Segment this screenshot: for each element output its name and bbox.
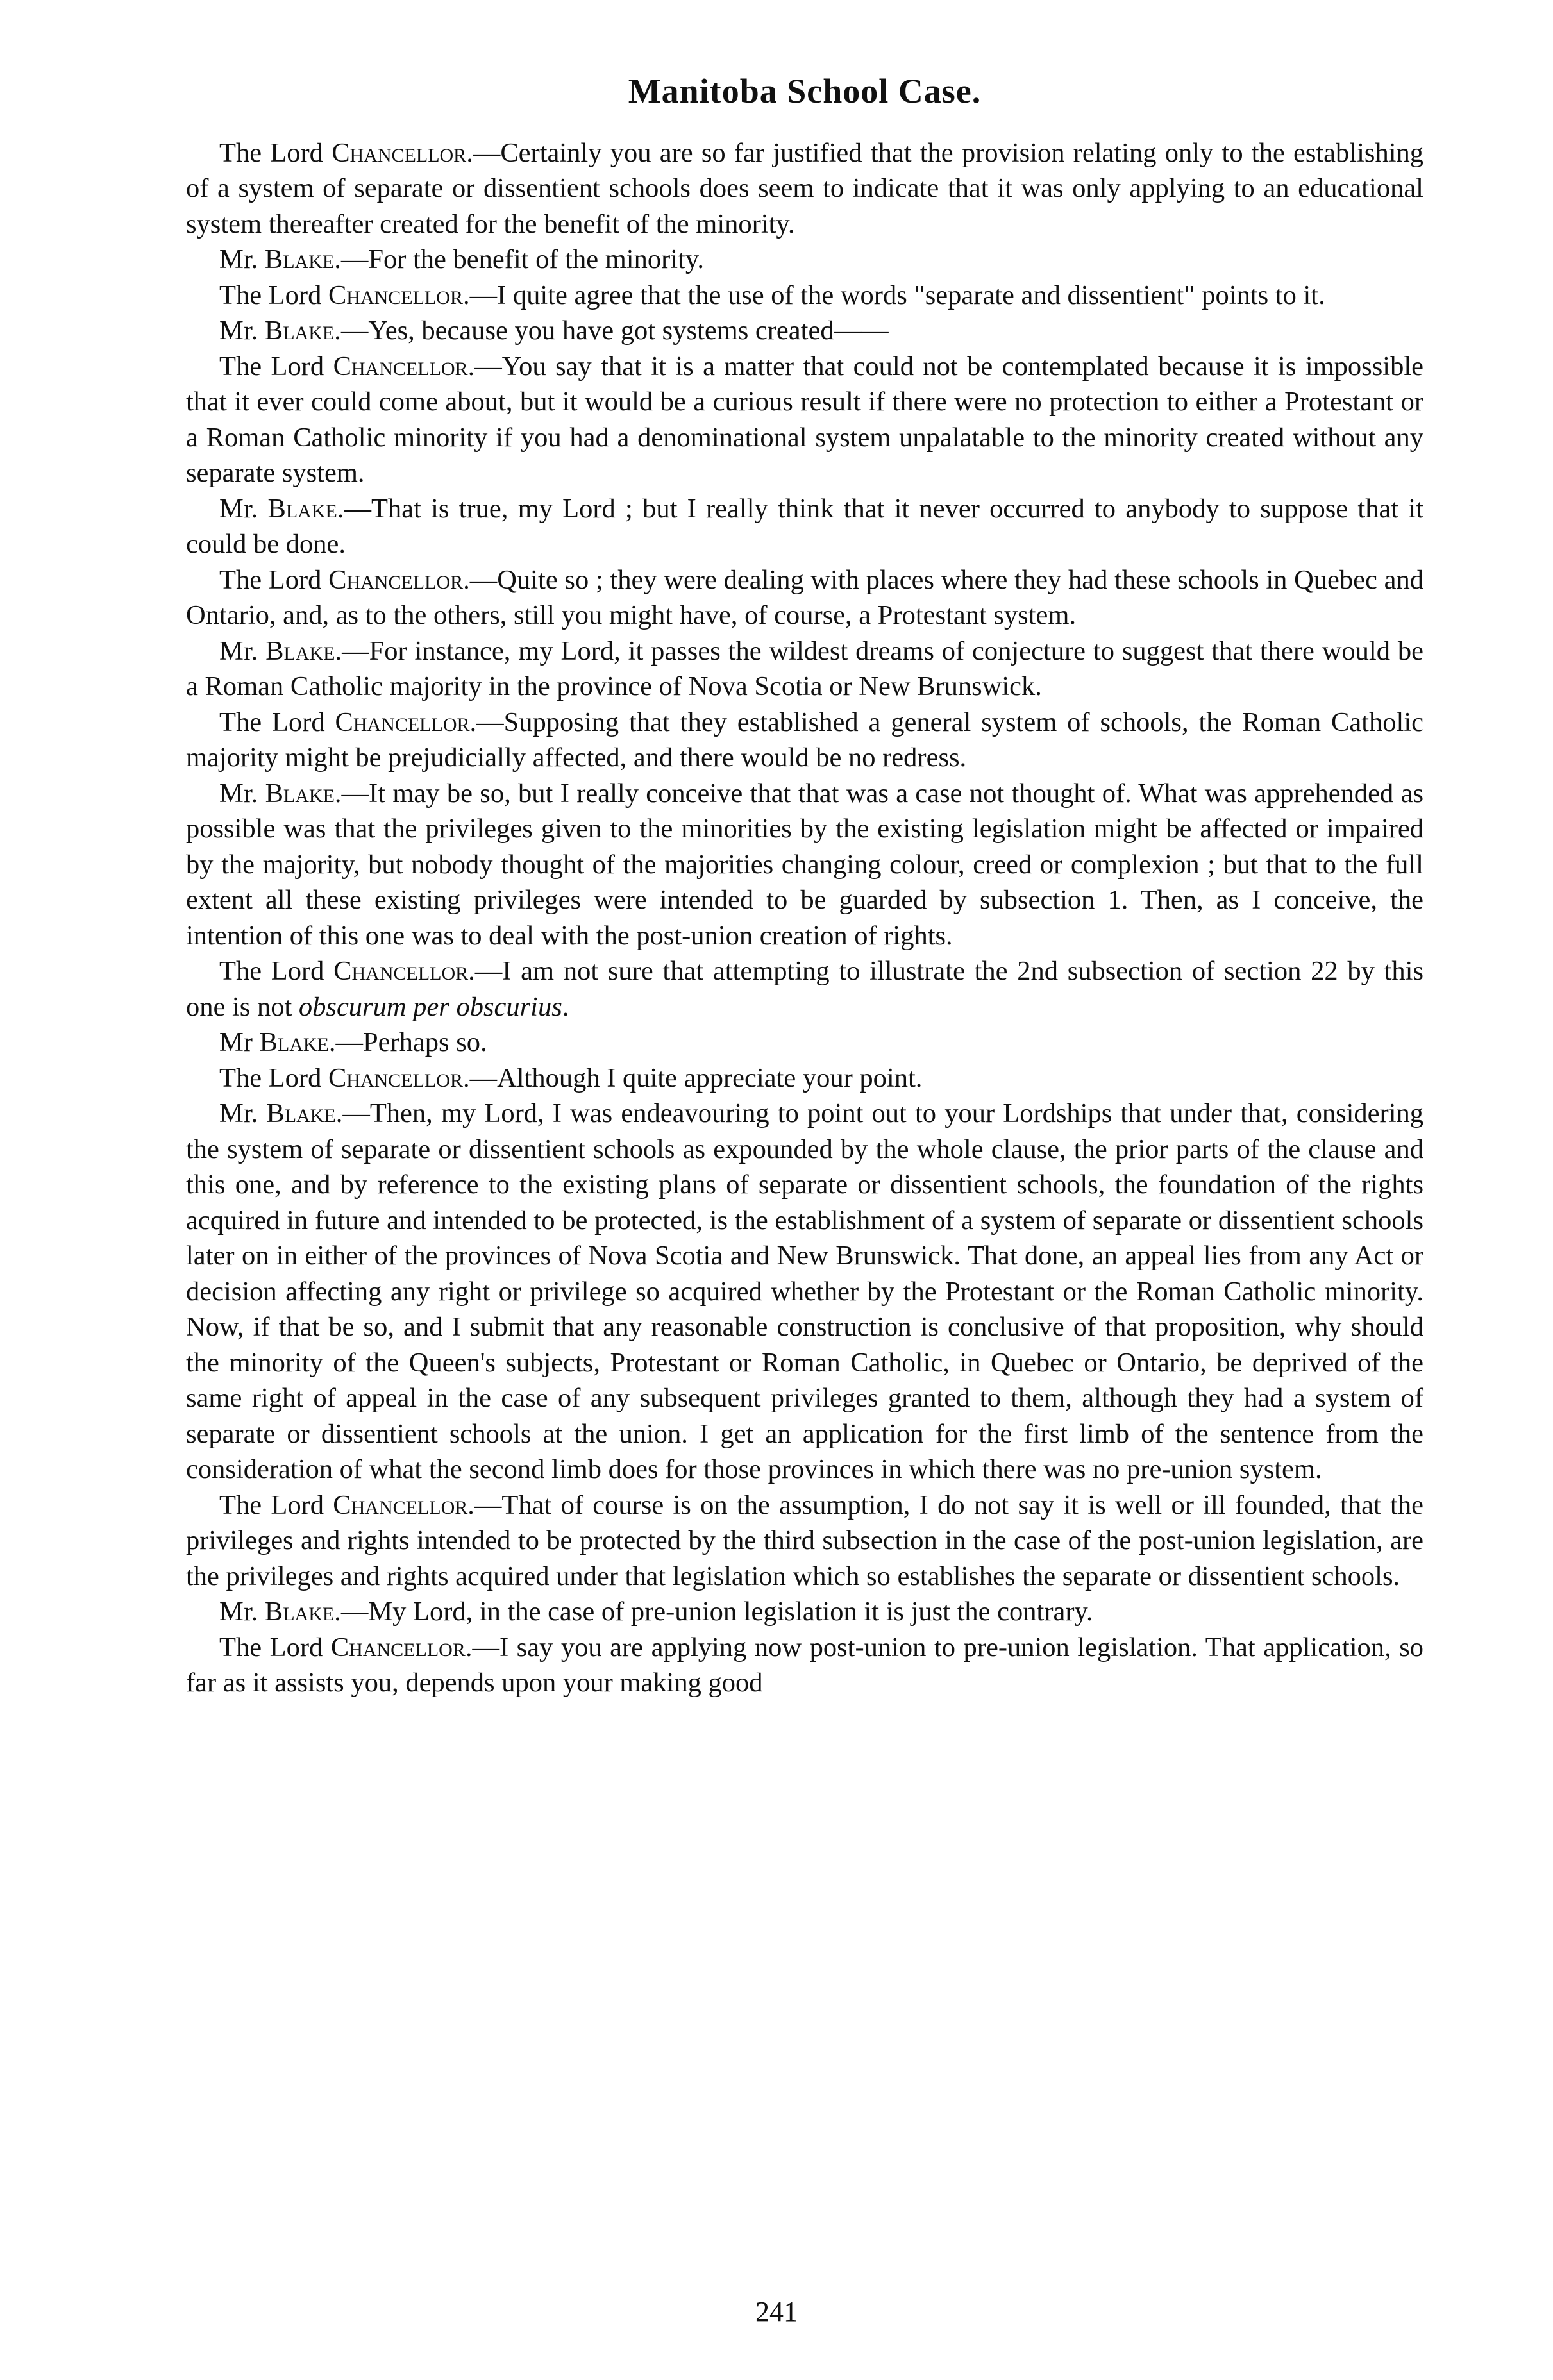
speaker-name: Blake — [266, 1098, 336, 1129]
speaker-name: Blake — [264, 244, 335, 275]
speech-paragraph — [186, 1096, 1423, 1488]
speaker-name: Chancellor — [330, 1632, 466, 1663]
speech-text: .—I quite agree that the use of the words "separate and dissentient" points to it. — [462, 280, 1325, 310]
speech-text-tail: . — [562, 991, 569, 1022]
speech-text: .—I say you are applying now post-union to pre-union legislation. That application, so far as it assists you, depends upon your making good — [186, 1632, 1424, 1698]
speaker-title: Mr. — [219, 1596, 258, 1627]
speech-paragraph — [186, 313, 1423, 349]
speech-paragraph — [186, 633, 1423, 705]
speech-paragraph — [186, 491, 1423, 562]
speaker-title: Mr. — [219, 244, 258, 275]
speech-text: .—It may be so, but I really conceive that that was a case not thought of. What was apprehended as possible was that the privileges given to the minorities by the existing legislation might be affected or impaired by the majority, but nobody thought of the majorities changing colour, creed or complexion ; but that to the full extent all these existing privileges were intended to be guarded by subsection 1. Then, as I conceive, the intention of this one was to deal with the post-union creation of rights. — [186, 778, 1424, 951]
speech-text: .—I am not sure that attempting to illustrate the 2nd subsection of section 22 by this one is not — [186, 956, 1423, 1022]
speech-text: .—Certainly you are so far justified that the provision relating only to the establishing of a system of separate or dissentient schools does seem to indicate that it was only applying to an educational system thereafter created for the benefit of the minority. — [186, 137, 1424, 239]
speech-text: .—You say that it is a matter that could not be contemplated because it is impossible that it ever could come about, but it would be a curious result if there were no protection to either a Protestant or a Roman Catholic minority if you had a denominational system unpalatable to the minority created without any separate system. — [186, 351, 1423, 489]
speaker-name: Chancellor — [335, 707, 470, 737]
speech-text: .—That is true, my Lord ; but I really think that it never occurred to anybody to suppose that it could be done. — [186, 493, 1423, 560]
speech-text: .—My Lord, in the case of pre-union legislation it is just the contrary. — [334, 1596, 1093, 1627]
speaker-name: Chancellor — [332, 137, 467, 168]
speaker-title: The Lord — [219, 280, 322, 310]
speech-paragraph — [186, 776, 1423, 954]
speaker-title: The Lord — [219, 956, 324, 987]
transcript-body — [186, 135, 1423, 1701]
speaker-title: Mr — [219, 1027, 253, 1058]
running-head: Manitoba School Case. — [628, 72, 982, 110]
speaker-name: Chancellor — [328, 1062, 463, 1093]
speaker-name: Chancellor — [328, 280, 463, 310]
speaker-name: Chancellor — [333, 956, 469, 987]
speaker-name: Chancellor — [333, 351, 468, 381]
speech-paragraph — [186, 1594, 1423, 1630]
speaker-title: The Lord — [219, 707, 325, 737]
speech-paragraph — [186, 349, 1423, 491]
speech-text: .—For the benefit of the minority. — [334, 244, 704, 275]
speaker-title: Mr. — [219, 635, 258, 666]
speaker-name: Blake — [259, 1027, 329, 1058]
speech-text: .—That of course is on the assumption, I do not say it is well or ill founded, that the privileges and rights intended to be protected by the third subsection in the case of the post-union legislation, are the privileges and rights acquired under that legislation which so establishes the separate or dissentient schools. — [186, 1489, 1423, 1591]
speaker-title: Mr. — [219, 1098, 258, 1129]
speaker-name: Blake — [264, 315, 335, 346]
speech-paragraph — [186, 1630, 1423, 1701]
speech-paragraph — [186, 562, 1423, 633]
speaker-name: Chancellor — [328, 564, 464, 595]
speech-paragraph — [186, 135, 1423, 242]
speaker-title: Mr. — [219, 315, 258, 346]
speech-text: .—Yes, because you have got systems created—— — [334, 315, 889, 346]
speaker-name: Blake — [265, 778, 335, 809]
speech-text: .—Quite so ; they were dealing with places where they had these schools in Quebec and Ontario, and, as to the others, still you might have, of course, a Protestant system. — [186, 564, 1423, 631]
latin-phrase: obscurum per obscurius — [298, 991, 562, 1022]
speech-text: .—Supposing that they established a general system of schools, the Roman Catholic majority might be prejudicially affected, and there would be no redress. — [186, 707, 1423, 773]
page-number: 241 — [755, 2296, 798, 2327]
speaker-name: Blake — [264, 1596, 335, 1627]
speech-paragraph — [186, 278, 1423, 314]
speaker-title: The Lord — [219, 1632, 323, 1663]
speaker-title: The Lord — [219, 351, 324, 381]
speech-paragraph — [186, 953, 1423, 1025]
speaker-name: Chancellor — [333, 1489, 468, 1520]
document-page — [186, 71, 1423, 1701]
speaker-title: The Lord — [219, 564, 322, 595]
speech-text: .—Although I quite appreciate your point. — [462, 1062, 923, 1093]
speech-paragraph — [186, 705, 1423, 776]
speaker-title: Mr. — [219, 778, 258, 809]
speaker-title: The Lord — [219, 1489, 324, 1520]
speech-paragraph — [186, 242, 1423, 278]
speaker-title: The Lord — [219, 137, 323, 168]
speech-paragraph — [186, 1488, 1423, 1595]
speaker-name: Blake — [265, 635, 335, 666]
speech-text: .—Then, my Lord, I was endeavouring to point out to your Lordships that under that, considering the system of separate or dissentient schools as expounded by the whole clause, the prior parts of the clause and this one, and by reference to the existing plans of separate or dissentient schools, the foundation of the rights acquired in future and intended to be protected, is the establishment of a system of separate or dissentient schools later on in either of the provinces of Nova Scotia and New Brunswick. That done, an appeal lies from any Act or decision affecting any right or privilege so acquired whether by the Protestant or the Roman Catholic minority. Now, if that be so, and I submit that any reasonable construction is conclusive of that proposition, why should the minority of the Queen's subjects, Protestant or Roman Catholic, in Quebec or Ontario, be deprived of the same right of appeal in the case of any subsequent privileges granted to them, although they had a system of separate or dissentient schools at the union. I get an application for the first limb of the sentence from the consideration of what the second limb does for those provinces in which there was no pre-union system. — [186, 1098, 1424, 1485]
speech-text: .—For instance, my Lord, it passes the wildest dreams of conjecture to suggest that there would be a Roman Catholic majority in the province of Nova Scotia or New Brunswick. — [186, 635, 1423, 702]
speech-text: .—Perhaps so. — [328, 1027, 487, 1058]
speech-paragraph — [186, 1025, 1423, 1060]
speaker-title: The Lord — [219, 1062, 322, 1093]
speaker-title: Mr. — [219, 493, 258, 524]
speech-paragraph — [186, 1060, 1423, 1096]
speaker-name: Blake — [267, 493, 337, 524]
